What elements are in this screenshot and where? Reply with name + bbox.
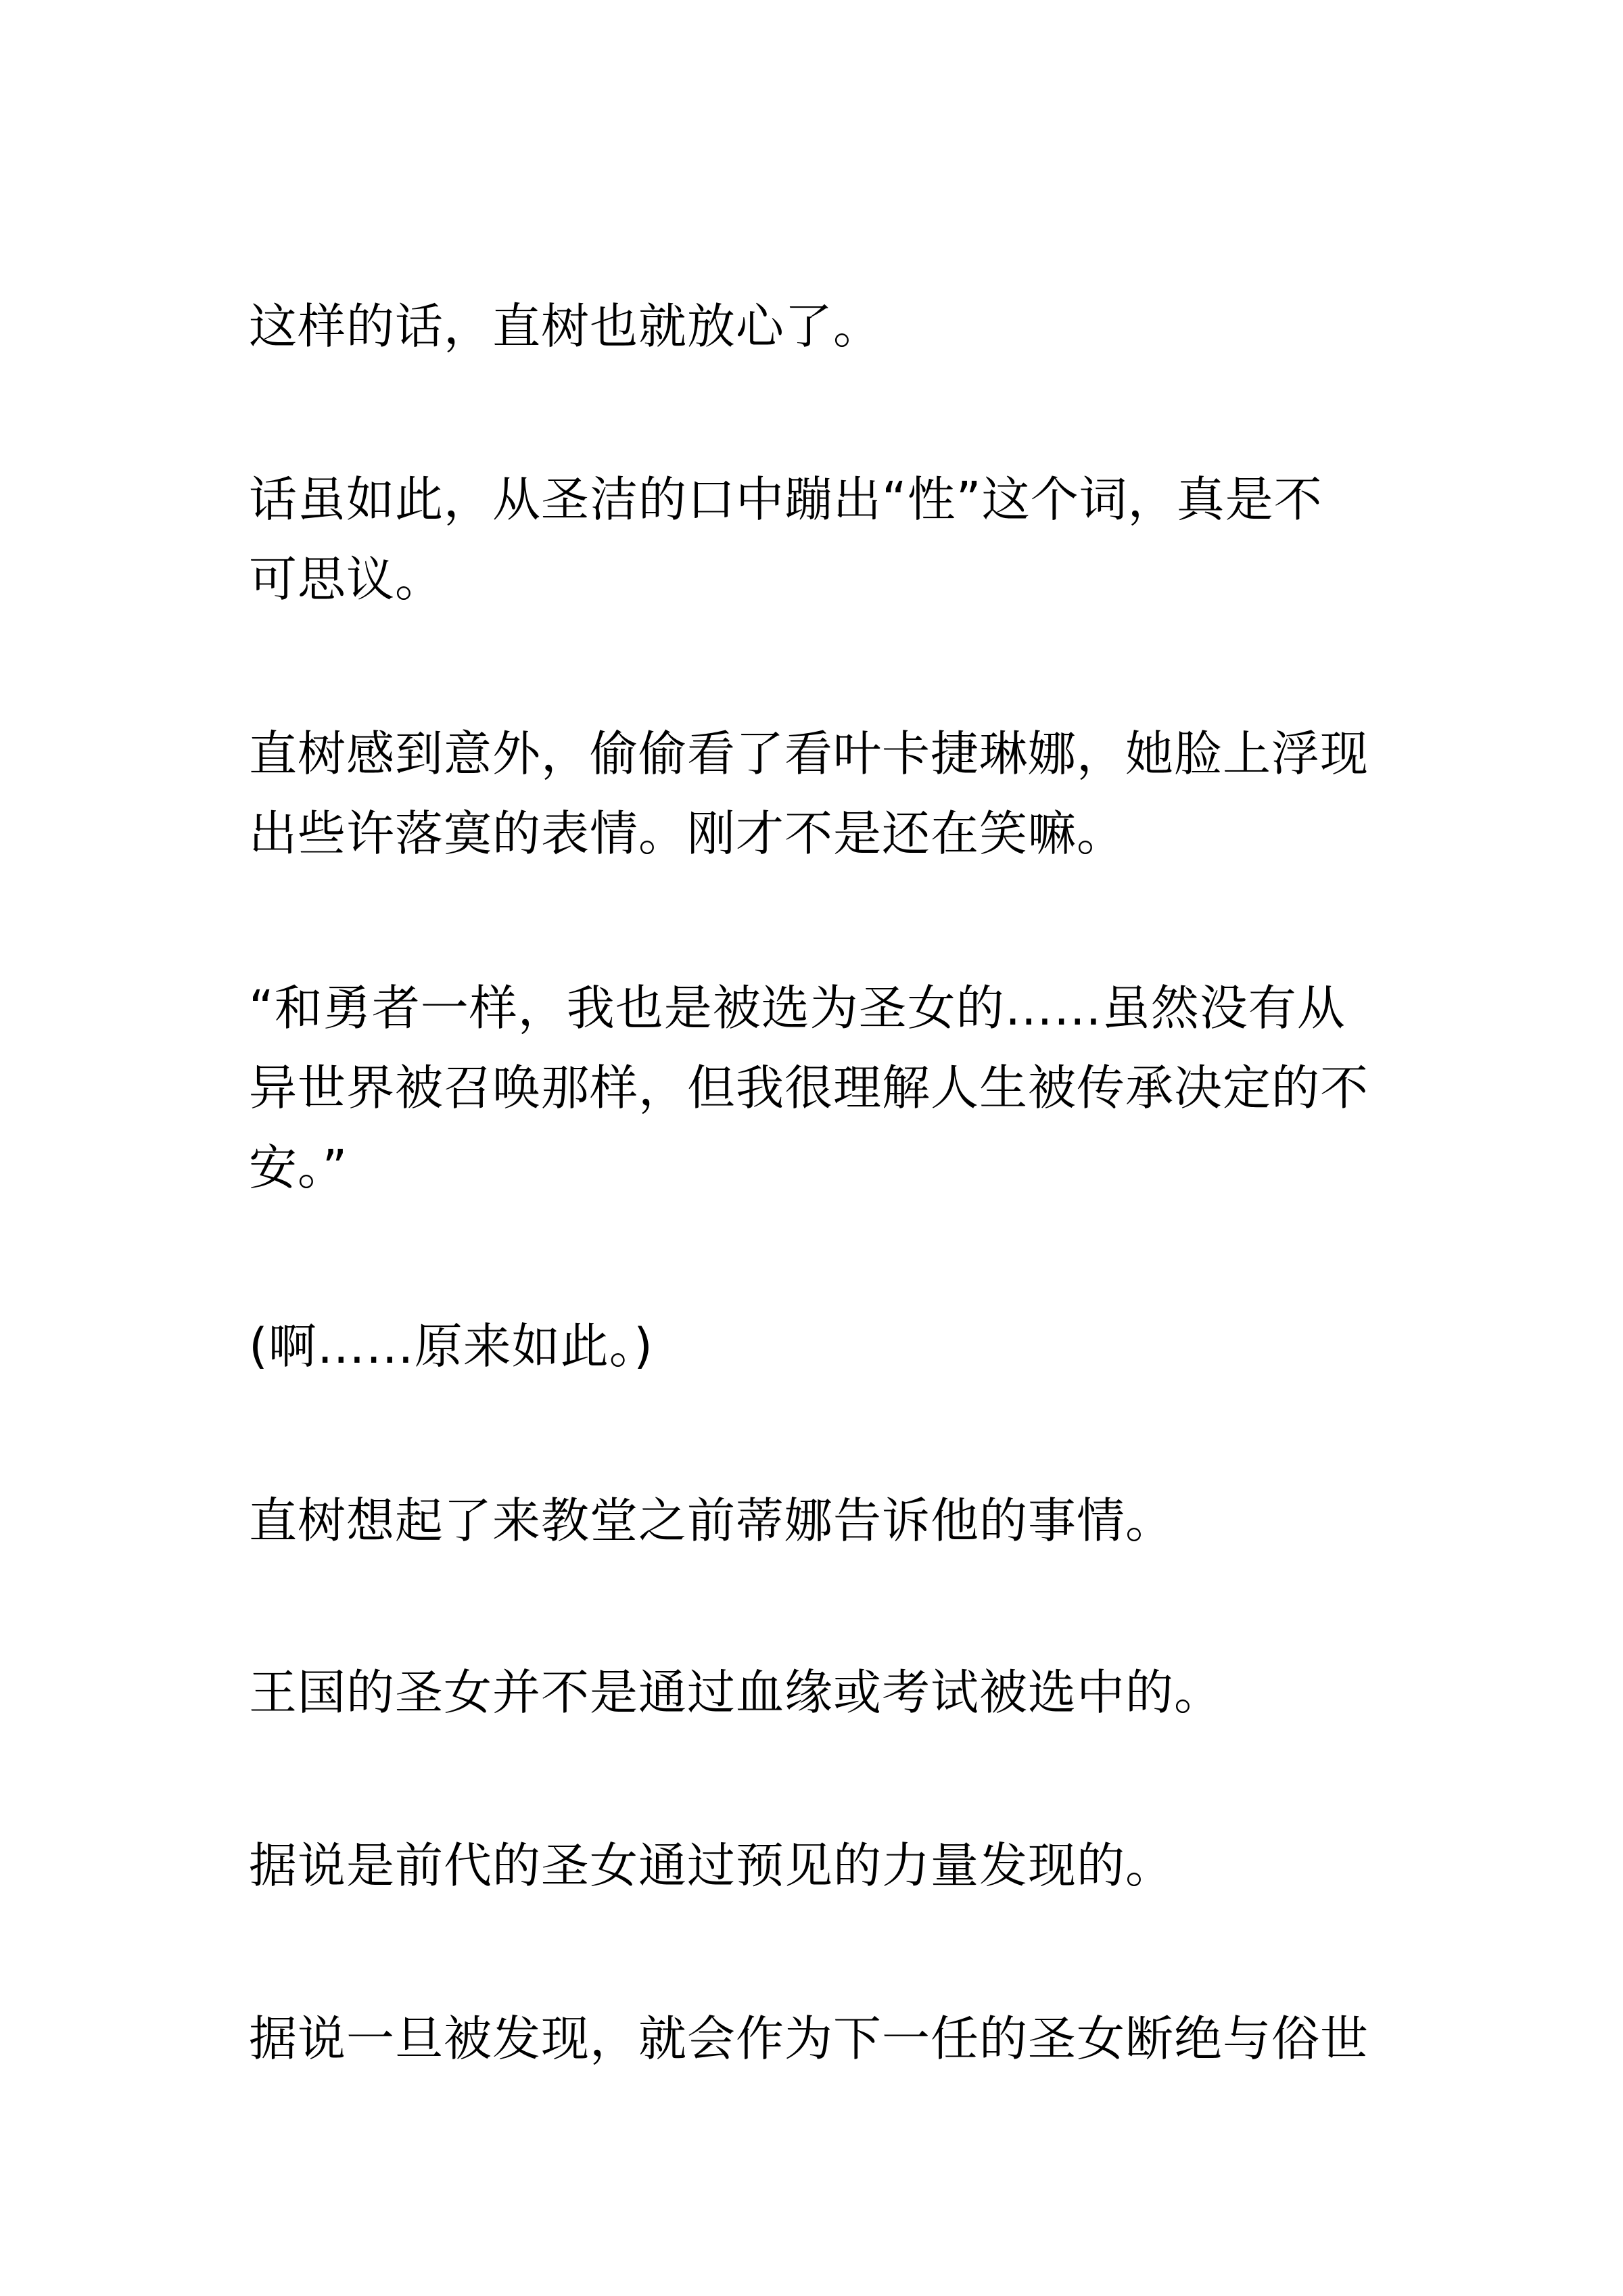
paragraph-6: [249, 1481, 1398, 1561]
paragraph-4: [249, 968, 1398, 1208]
text-line: 可思议。: [249, 551, 444, 607]
text-line: 直树想起了来教堂之前蒂娜告诉他的事情。: [249, 1493, 1175, 1549]
text-line: 话虽如此，从圣洁的口中蹦出“性”这个词，真是不: [249, 471, 1323, 528]
text-line: (啊……原来如此。): [249, 1318, 653, 1374]
paragraph-3: [249, 714, 1398, 874]
paragraph-2: [249, 460, 1398, 619]
paragraph-7: [249, 1653, 1398, 1733]
text-line: 异世界被召唤那样，但我很理解人生被传承决定的不: [249, 1060, 1369, 1116]
text-line: 这样的话，直树也就放心了。: [249, 298, 883, 354]
paragraph-1: [249, 287, 1398, 367]
paragraph-8: [249, 1826, 1398, 1906]
text-line: 据说是前代的圣女通过预见的力量发现的。: [249, 1837, 1175, 1894]
text-line: 直树感到意外，偷偷看了看叶卡捷琳娜，她脸上浮现: [249, 726, 1369, 782]
text-line: 王国的圣女并不是通过血缘或考试被选中的。: [249, 1664, 1223, 1720]
text-line: 安。”: [249, 1140, 348, 1196]
text-line: 出些许落寞的表情。刚才不是还在笑嘛。: [249, 805, 1126, 862]
text-line: 据说一旦被发现，就会作为下一任的圣女断绝与俗世: [249, 2011, 1369, 2067]
paragraph-5: [249, 1307, 1398, 1386]
text-line: “和勇者一样，我也是被选为圣女的……虽然没有从: [249, 980, 1346, 1036]
paragraph-9: [249, 1999, 1398, 2079]
